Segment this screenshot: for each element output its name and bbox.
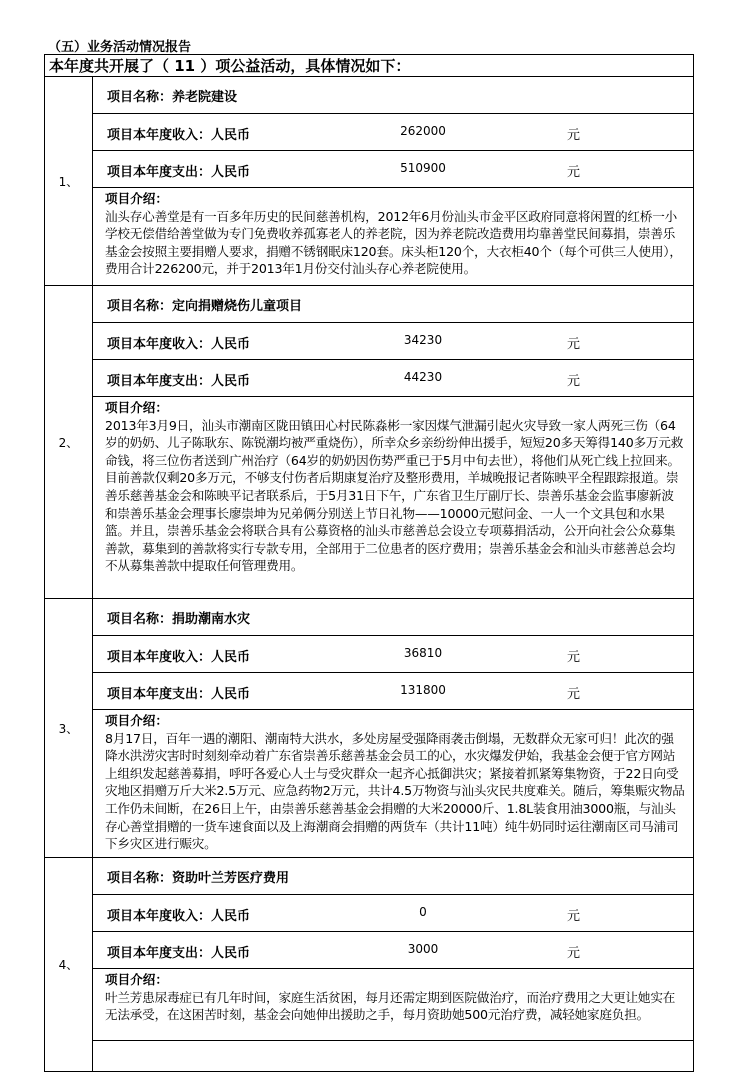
expense-label: 项目本年度支出：人民币 (107, 946, 251, 961)
project-3-income-row (45, 636, 694, 673)
project-2-intro-cell (93, 397, 694, 599)
project-1-income-amount: 262000 (400, 124, 446, 138)
expense-label: 项目本年度支出：人民币 (107, 687, 251, 702)
project-1-expense-cell (93, 151, 694, 188)
section-title: （五）业务活动情况报告 (48, 40, 192, 55)
project-4-tail-row (45, 1041, 694, 1072)
empty-cell (93, 1041, 694, 1072)
project-3-expense-amount: 131800 (400, 683, 446, 697)
project-3-income-cell (93, 636, 694, 673)
project-2-intro-text: 2013年3月9日，汕头市潮南区陇田镇田心村民陈淼彬一家因煤气泄漏引起火灾导致一家人两死三伤（64岁的奶奶、儿子陈耿东、陈锐潮均被严重烧伤），所幸众乡亲纷纷伸出援手，短短20多天筹得140多万元救命钱，将三位伤者送到广州治疗（64岁的奶奶因伤势严重已于5月中旬去世），将他们从死亡线上拉回来。目前善款仅剩20多万元，不够支付伤者后期康复治疗及整形费用，羊城晚报记者陈映平全程跟踪报道。崇善乐慈善基金会和陈映平记者联系后，于5月31日下午，广东省卫生厅副厅长、崇善乐基金会监事廖新波和崇善乐基金会理事长廖崇坤为兄弟俩分别送上节日礼物——10000元慰问金、一人一个文具包和水果篮。并且，崇善乐基金会将联合具有公募资格的汕头市慈善总会设立专项募捐活动，公开向社会公众募集善款，募集到的善款将实行专款专用，全部用于二位患者的医疗费用；崇善乐基金会和汕头市慈善总会均不从募集善款中提取任何管理费用。 (105, 417, 684, 574)
project-1-income-row (45, 114, 694, 151)
project-3-name: 捐助潮南水灾 (172, 611, 251, 627)
project-3-expense-cell (93, 673, 694, 710)
project-2-name-row (45, 286, 694, 323)
project-1-expense-row (45, 151, 694, 188)
project-4-expense-row (45, 932, 694, 969)
unit-label: 元 (567, 687, 581, 702)
project-1-intro-cell (93, 188, 694, 286)
project-4-expense-cell (93, 932, 694, 969)
project-4-expense-amount: 3000 (407, 942, 439, 956)
unit-label: 元 (567, 337, 581, 352)
project-2-income-amount: 34230 (403, 333, 443, 347)
project-1-expense-amount: 510900 (400, 161, 446, 175)
project-name-label: 项目名称： (107, 298, 173, 314)
project-4-index: 4、 (45, 858, 93, 1072)
project-3-name-row (45, 599, 694, 636)
project-2-income-row (45, 323, 694, 360)
unit-label: 元 (567, 128, 581, 143)
project-4-intro-text: 叶兰芳患尿毒症已有几年时间，家庭生活贫困，每月还需定期到医院做治疗，而治疗费用之大更让她实在无法承受，在这困苦时刻，基金会向她伸出援助之手，每月资助她500元治疗费，减轻她家庭负担。 (105, 989, 676, 1023)
income-label: 项目本年度收入：人民币 (107, 337, 251, 352)
project-1-name: 养老院建设 (172, 89, 238, 105)
project-4-income-row (45, 895, 694, 932)
project-2-name-cell (93, 286, 694, 323)
income-label: 项目本年度收入：人民币 (107, 909, 251, 924)
project-1-income-cell (93, 114, 694, 151)
unit-label: 元 (567, 374, 581, 389)
intro-label: 项目介绍： (105, 191, 168, 206)
project-3-index: 3、 (45, 599, 93, 858)
project-name-label: 项目名称： (107, 611, 173, 627)
project-4-income-amount: 0 (419, 905, 427, 919)
project-4-intro-cell (93, 969, 694, 1041)
unit-label: 元 (567, 909, 581, 924)
income-label: 项目本年度收入：人民币 (107, 650, 251, 665)
project-1-intro-text: 汕头存心善堂是有一百多年历史的民间慈善机构，2012年6月份汕头市金平区政府同意将闲置的红桥一小学校无偿借给善堂做为专门免费收养孤寡老人的养老院，因为养老院改造费用均靠善堂民间募捐，崇善乐基金会按照主要捐赠人要求，捐赠不锈钢眠床120套。床头柜120个，大衣柜40个（每个可供三人使用），费用合计226200元，并于2013年1月份交付汕头存心养老院使用。 (105, 208, 682, 277)
intro-label: 项目介绍： (105, 713, 168, 728)
project-4-name-row (45, 858, 694, 895)
project-4-intro-row (45, 969, 694, 1041)
project-3-intro-text: 8月17日，百年一遇的潮阳、潮南特大洪水，多处房屋受强降雨袭击倒塌，无数群众无家可归！此次的强降水洪涝灾害时时刻刻牵动着广东省崇善乐慈善基金会员工的心，水灾爆发伊始，我基金会便于官方网站上组织发起慈善募捐，呼吁各爱心人士与受灾群众一起齐心抵御洪灾；紧接着抓紧筹集物资，于22日向受灾地区捐赠万斤大米2.5万元、应急药物2万元，共计4.5万物资与汕头灾民共度难关。随后，筹集赈灾物品工作仍未间断，在26日上午，由崇善乐慈善基金会捐赠的大米20000斤、1.8L装食用油3000瓶，与汕头存心善堂捐赠的一货车速食面以及上海潮商会捐赠的两货车（共计11吨）纯牛奶同时运往潮南区司马浦司下乡灾区进行赈灾。 (105, 730, 685, 852)
project-3-name-cell (93, 599, 694, 636)
project-1-index: 1、 (45, 77, 93, 286)
expense-label: 项目本年度支出：人民币 (107, 165, 251, 180)
project-4-name: 资助叶兰芳医疗费用 (172, 870, 290, 886)
project-3-income-amount: 36810 (403, 646, 443, 660)
project-1-name-cell (93, 77, 694, 114)
project-2-expense-cell (93, 360, 694, 397)
intro-label: 项目介绍： (105, 972, 168, 987)
project-2-name: 定向捐赠烧伤儿童项目 (172, 298, 303, 314)
project-1-intro-row (45, 188, 694, 286)
project-2-income-cell (93, 323, 694, 360)
table-header-row (45, 55, 694, 77)
project-4-income-cell (93, 895, 694, 932)
project-name-label: 项目名称： (107, 89, 173, 105)
project-2-expense-row (45, 360, 694, 397)
unit-label: 元 (567, 946, 581, 961)
project-3-intro-cell (93, 710, 694, 858)
project-2-expense-amount: 44230 (403, 370, 443, 384)
project-3-intro-row (45, 710, 694, 858)
unit-label: 元 (567, 650, 581, 665)
income-label: 项目本年度收入：人民币 (107, 128, 251, 143)
project-4-name-cell (93, 858, 694, 895)
activity-count-header: 本年度共开展了（ 11 ）项公益活动，具体情况如下： (45, 55, 694, 77)
intro-label: 项目介绍： (105, 400, 168, 415)
unit-label: 元 (567, 165, 581, 180)
project-3-expense-row (45, 673, 694, 710)
project-2-index: 2、 (45, 286, 93, 599)
project-2-intro-row (45, 397, 694, 599)
expense-label: 项目本年度支出：人民币 (107, 374, 251, 389)
project-1-name-row (45, 77, 694, 114)
activity-report-table (44, 54, 694, 1072)
project-name-label: 项目名称： (107, 870, 173, 886)
